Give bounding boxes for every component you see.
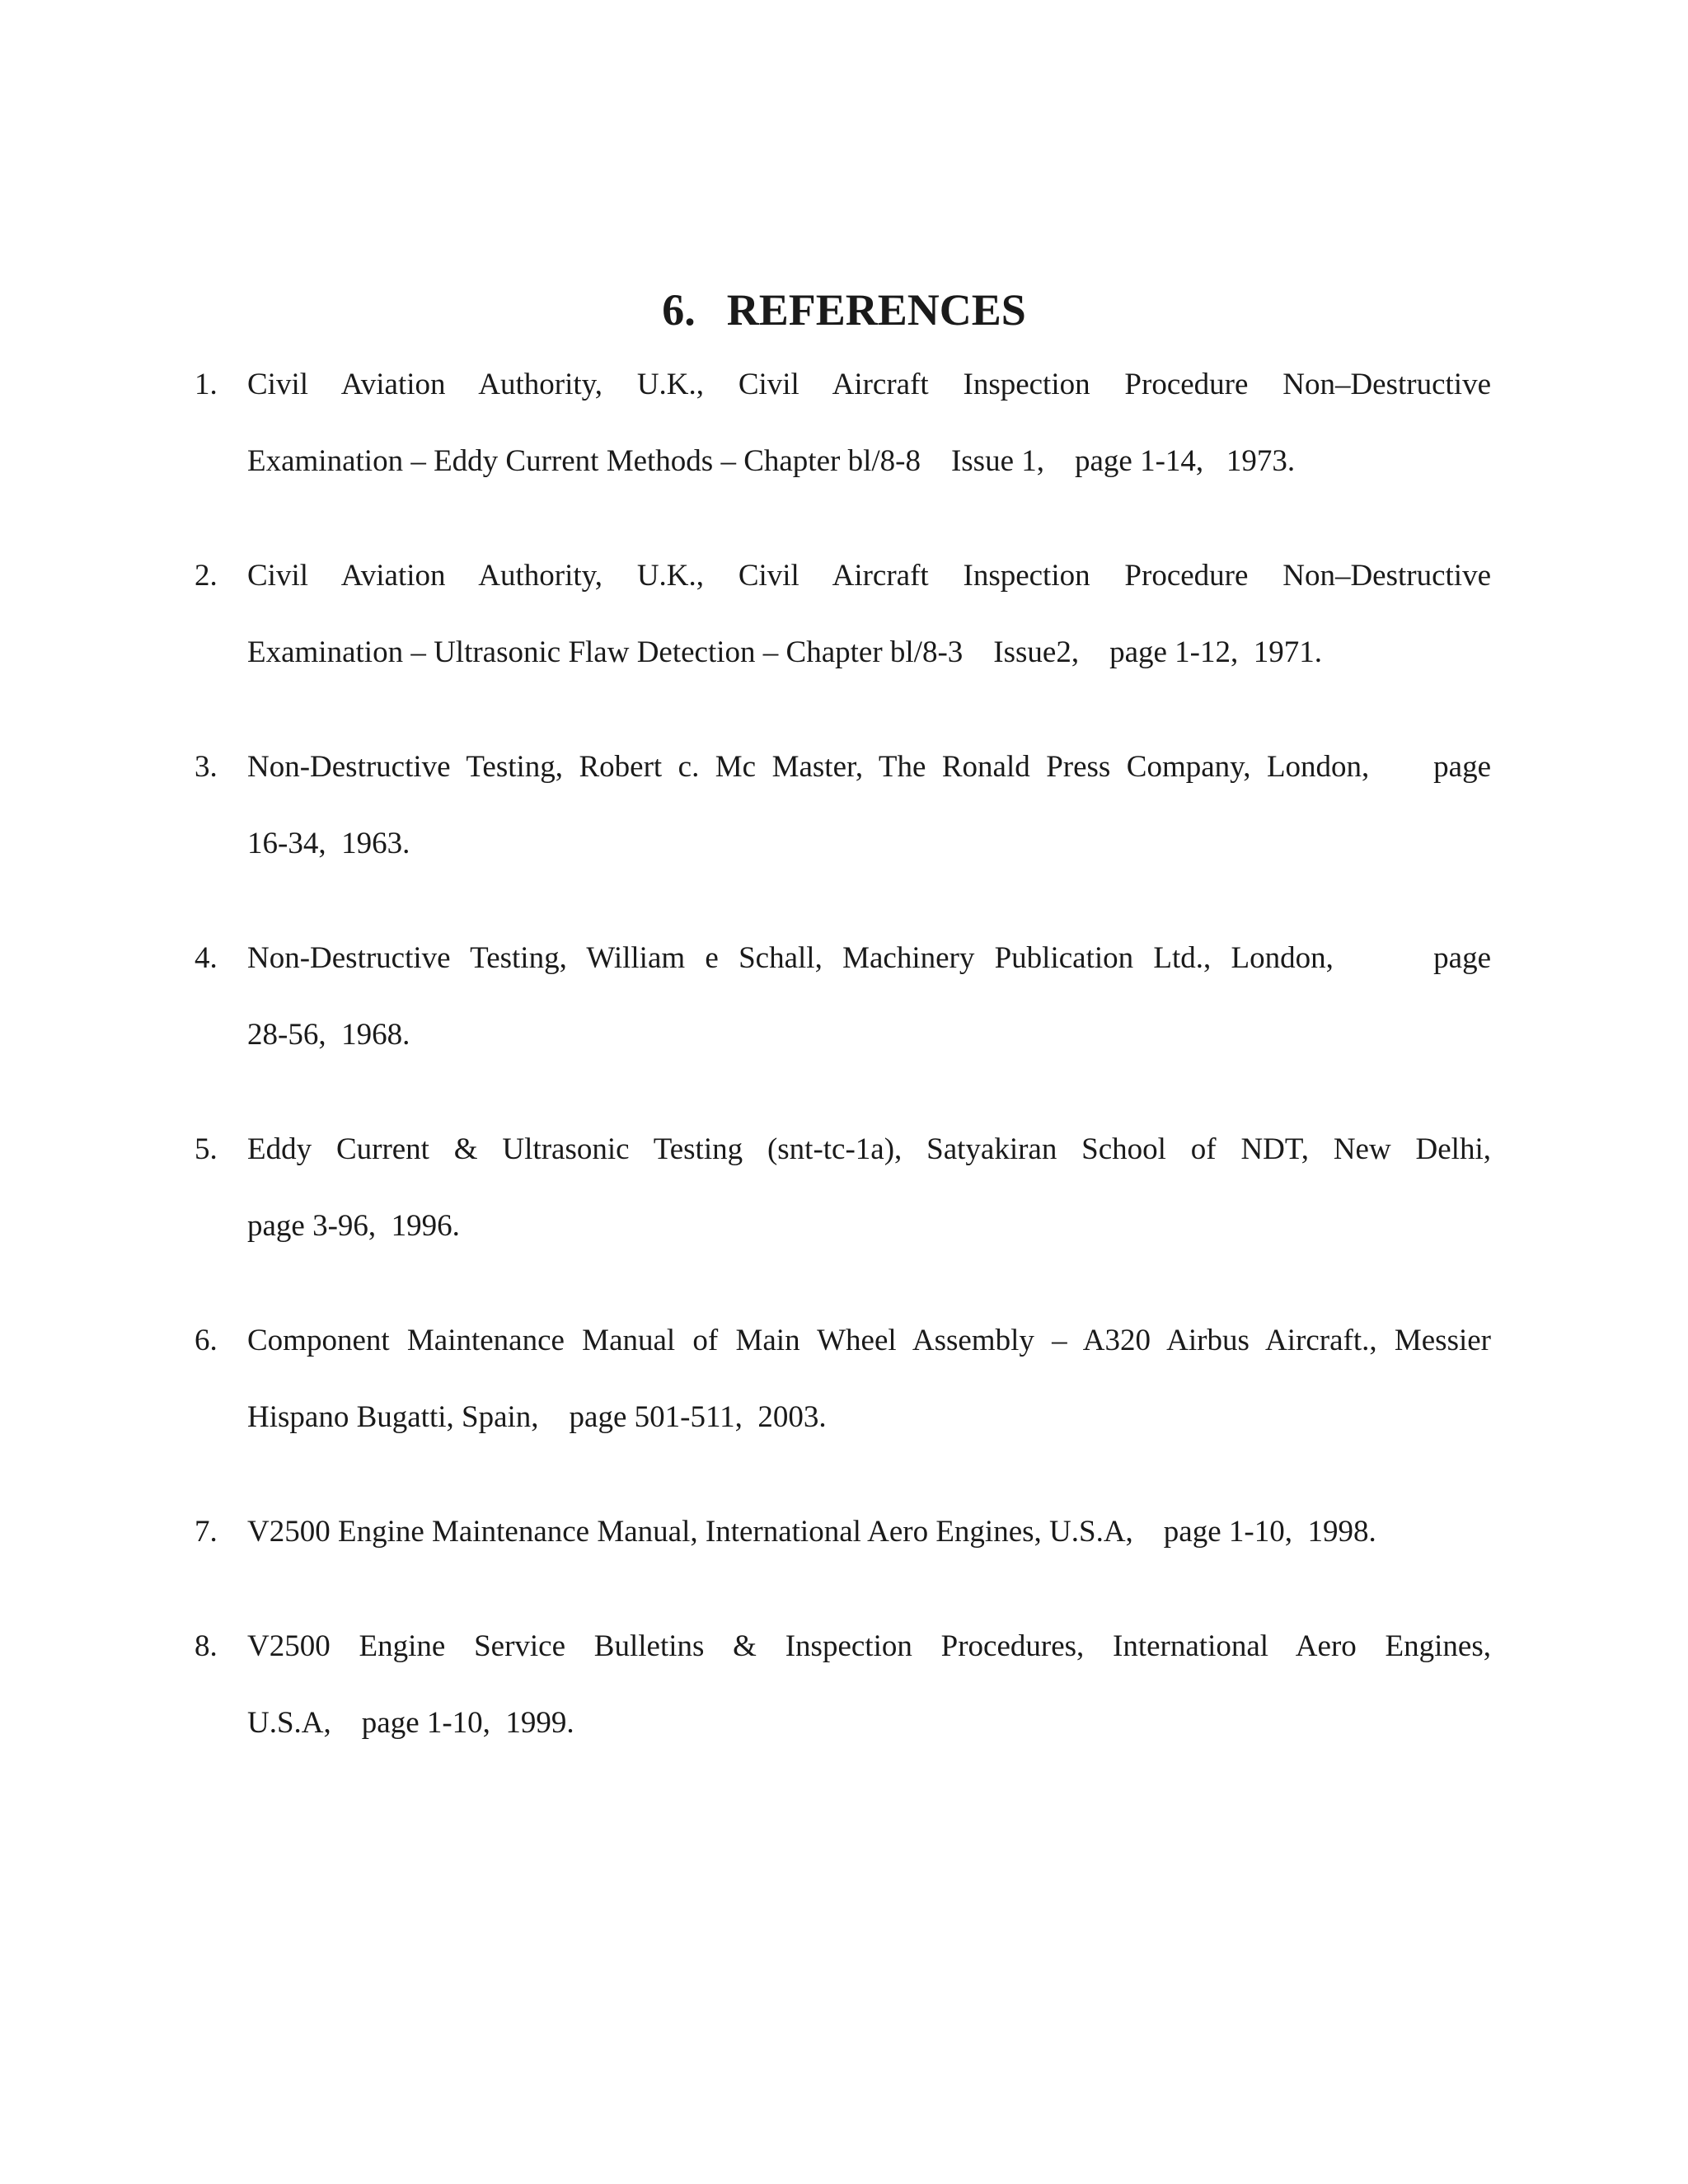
reference-text: U.S.A, page 1-10, 1999. (247, 1706, 574, 1740)
reference-text: V2500 Engine Service Bulletins & Inspection Procedures, International Aero Engines, (247, 1629, 1491, 1663)
reference-number: 2. (195, 559, 218, 593)
reference-item (195, 346, 1491, 499)
reference-text: Non-Destructive Testing, William e Schall, Machinery Publication Ltd., London, page (247, 941, 1491, 975)
reference-item (195, 1608, 1491, 1761)
reference-item (195, 920, 1491, 1073)
reference-text: Civil Aviation Authority, U.K., Civil Aircraft Inspection Procedure Non–Destructive (247, 559, 1491, 593)
reference-number: 4. (195, 941, 218, 975)
reference-text: Examination – Eddy Current Methods – Chapter bl/8-8 Issue 1, page 1-14, 1973. (247, 444, 1296, 478)
reference-item (195, 1493, 1491, 1570)
reference-number: 1. (195, 368, 218, 401)
reference-text: Component Maintenance Manual of Main Wheel Assembly – A320 Airbus Aircraft., Messier (247, 1324, 1491, 1357)
reference-item (195, 729, 1491, 882)
reference-number: 5. (195, 1132, 218, 1166)
reference-text: Hispano Bugatti, Spain, page 501-511, 2003. (247, 1400, 827, 1434)
reference-text: 16-34, 1963. (247, 827, 410, 860)
reference-number: 6. (195, 1324, 218, 1357)
reference-text: Non-Destructive Testing, Robert c. Mc Master, The Ronald Press Company, London, page (247, 750, 1491, 784)
reference-text: Civil Aviation Authority, U.K., Civil Aircraft Inspection Procedure Non–Destructive (247, 368, 1491, 401)
reference-number: 7. (195, 1515, 218, 1549)
reference-text: V2500 Engine Maintenance Manual, International Aero Engines, U.S.A, page 1-10, 1998. (247, 1515, 1376, 1549)
reference-number: 8. (195, 1629, 218, 1663)
reference-text: Eddy Current & Ultrasonic Testing (snt-tc-1a), Satyakiran School of NDT, New Delhi, (247, 1132, 1491, 1166)
section-title: REFERENCES (726, 285, 1026, 335)
reference-text: 28-56, 1968. (247, 1018, 410, 1052)
reference-text: Examination – Ultrasonic Flaw Detection – Chapter bl/8-3 Issue2, page 1-12, 1971. (247, 635, 1322, 669)
reference-item (195, 1302, 1491, 1455)
reference-text: page 3-96, 1996. (247, 1209, 460, 1243)
reference-item (195, 537, 1491, 691)
section-heading (0, 277, 1688, 343)
reference-list (195, 346, 1491, 1799)
reference-number: 3. (195, 750, 218, 784)
reference-item (195, 1111, 1491, 1264)
section-number: 6. (662, 285, 696, 335)
